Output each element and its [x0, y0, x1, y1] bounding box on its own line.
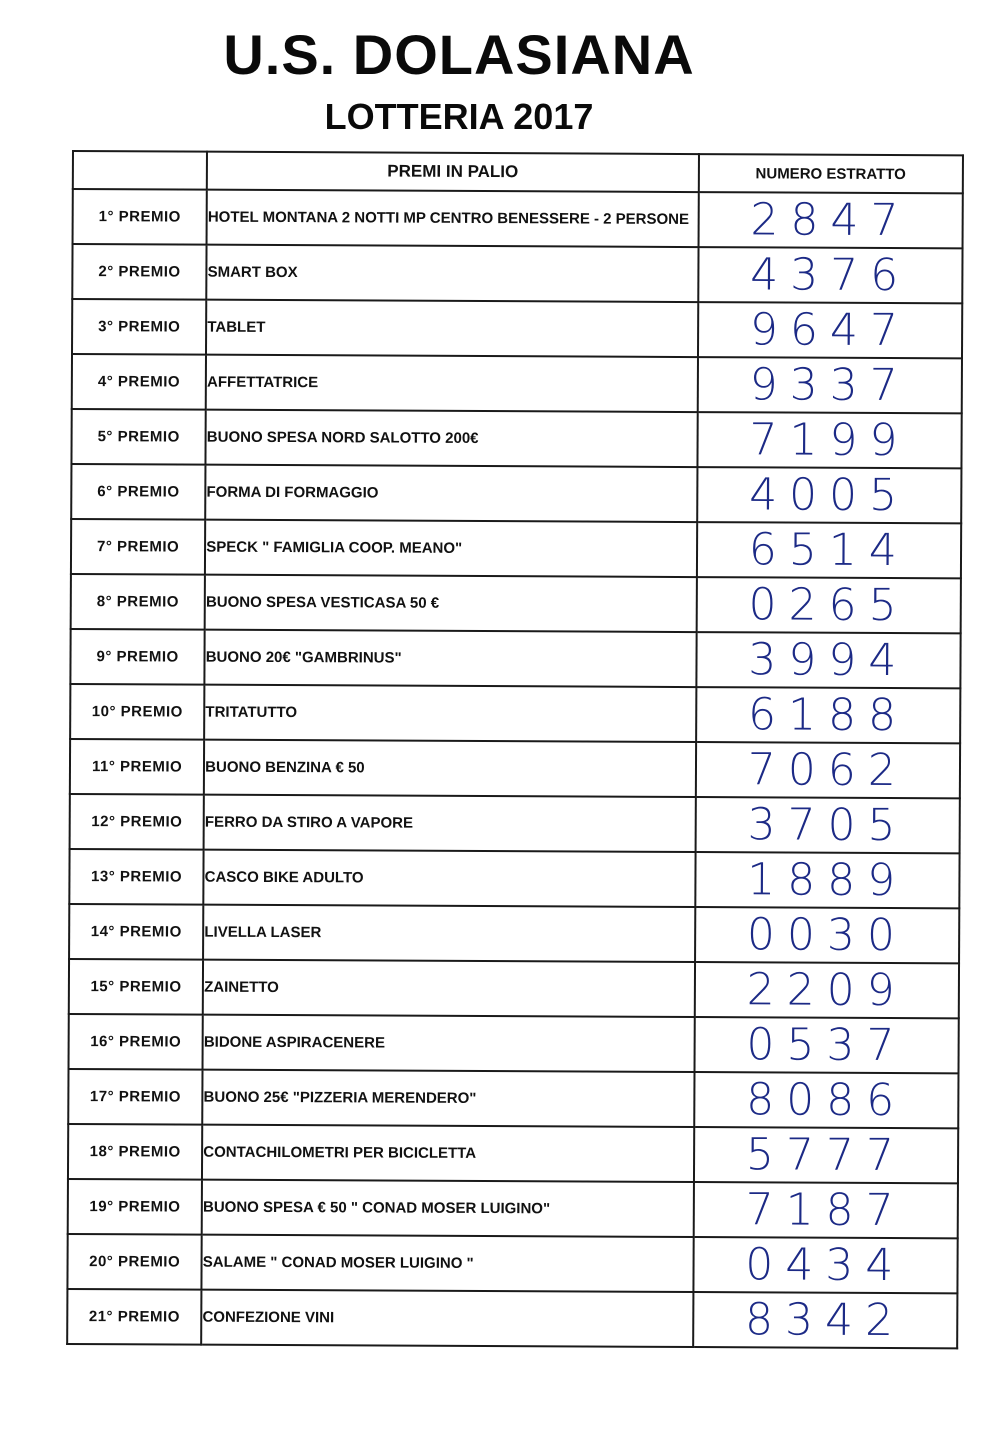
prize-description: FERRO DA STIRO A VAPORE	[204, 795, 696, 852]
drawn-number: 0265	[696, 577, 961, 633]
prize-description: SMART BOX	[206, 245, 698, 302]
prize-description: BUONO 20€ "GAMBRINUS"	[205, 630, 697, 687]
prize-rank: 18° PREMIO	[68, 1124, 202, 1180]
prize-description: BUONO 25€ "PIZZERIA MERENDERO"	[202, 1070, 694, 1127]
prize-rank: 7° PREMIO	[71, 519, 205, 575]
lottery-subtitle: LOTTERIA 2017	[324, 96, 594, 137]
table-row	[68, 1124, 958, 1183]
drawn-number: 6188	[696, 687, 961, 743]
table-row	[72, 354, 962, 413]
prize-description: BIDONE ASPIRACENERE	[203, 1015, 695, 1072]
header-drawn-number: NUMERO ESTRATTO	[698, 154, 963, 193]
prize-rank: 2° PREMIO	[72, 244, 206, 300]
prize-rank: 15° PREMIO	[69, 959, 203, 1015]
prize-description: CONTACHILOMETRI PER BICICLETTA	[202, 1125, 694, 1182]
prize-rank: 12° PREMIO	[70, 794, 204, 850]
prize-description: BUONO BENZINA € 50	[204, 740, 696, 797]
prize-description: HOTEL MONTANA 2 NOTTI MP CENTRO BENESSERE - 2 PERSONE	[207, 190, 699, 247]
table-row	[70, 739, 960, 798]
club-title: U.S. DOLASIANA	[223, 23, 695, 86]
prize-rank: 16° PREMIO	[69, 1014, 203, 1070]
header-prizes: PREMI IN PALIO	[207, 152, 699, 192]
prize-rank: 10° PREMIO	[70, 684, 204, 740]
table-row	[72, 299, 962, 358]
drawn-number: 7187	[693, 1182, 958, 1238]
drawn-number: 0537	[694, 1017, 959, 1073]
prize-table	[66, 150, 964, 1349]
prize-rank: 21° PREMIO	[67, 1289, 201, 1345]
prize-rank: 6° PREMIO	[71, 464, 205, 520]
table-row	[68, 1179, 958, 1238]
table-row	[67, 1234, 957, 1293]
table-row	[71, 464, 961, 523]
table-row	[70, 794, 960, 853]
drawn-number: 6514	[697, 522, 962, 578]
table-row	[69, 849, 959, 908]
prize-description: TABLET	[206, 300, 698, 357]
prize-description: FORMA DI FORMAGGIO	[205, 465, 697, 522]
prize-description: CONFEZIONE VINI	[201, 1290, 693, 1347]
table-row	[69, 904, 959, 963]
prize-description: BUONO SPESA € 50 " CONAD MOSER LUIGINO"	[202, 1180, 694, 1237]
drawn-number: 3705	[695, 797, 960, 853]
table-row	[67, 1289, 957, 1348]
table-row	[70, 684, 960, 743]
prize-rank: 9° PREMIO	[70, 629, 204, 685]
table-row	[69, 1014, 959, 1073]
prize-description: LIVELLA LASER	[203, 905, 695, 962]
table-header-row	[73, 151, 963, 193]
prize-rank: 19° PREMIO	[68, 1179, 202, 1235]
drawn-number: 0030	[695, 907, 960, 963]
prize-description: ZAINETTO	[203, 960, 695, 1017]
header-rank	[73, 151, 207, 190]
prize-rank: 8° PREMIO	[71, 574, 205, 630]
prize-rank: 4° PREMIO	[72, 354, 206, 410]
drawn-number: 8342	[693, 1292, 958, 1348]
prize-description: CASCO BIKE ADULTO	[204, 850, 696, 907]
prize-rank: 14° PREMIO	[69, 904, 203, 960]
drawn-number: 9337	[697, 357, 962, 413]
drawn-number: 7062	[695, 742, 960, 798]
prize-description: SALAME " CONAD MOSER LUIGINO "	[202, 1235, 694, 1292]
table-row	[71, 519, 961, 578]
prize-rank: 1° PREMIO	[73, 189, 207, 245]
table-row	[71, 574, 961, 633]
prize-description: BUONO SPESA NORD SALOTTO 200€	[206, 410, 698, 467]
prize-rank: 13° PREMIO	[69, 849, 203, 905]
drawn-number: 5777	[694, 1127, 959, 1183]
prize-rank: 20° PREMIO	[67, 1234, 201, 1290]
prize-rank: 11° PREMIO	[70, 739, 204, 795]
prize-rank: 3° PREMIO	[72, 299, 206, 355]
table-row	[68, 1069, 958, 1128]
table-row	[69, 959, 959, 1018]
drawn-number: 2847	[698, 192, 963, 248]
prize-rank: 5° PREMIO	[71, 409, 205, 465]
prize-rows	[67, 189, 963, 1348]
drawn-number: 0434	[693, 1237, 958, 1293]
table-row	[71, 409, 961, 468]
drawn-number: 2209	[694, 962, 959, 1018]
table-row	[73, 189, 963, 248]
drawn-number: 4005	[697, 467, 962, 523]
drawn-number: 3994	[696, 632, 961, 688]
drawn-number: 8086	[694, 1072, 959, 1128]
drawn-number: 7199	[697, 412, 962, 468]
table-row	[72, 244, 962, 303]
drawn-number: 1889	[695, 852, 960, 908]
prize-description: TRITATUTTO	[204, 685, 696, 742]
prize-description: BUONO SPESA VESTICASA 50 €	[205, 575, 697, 632]
drawn-number: 9647	[698, 302, 963, 358]
table-row	[70, 629, 960, 688]
prize-rank: 17° PREMIO	[68, 1069, 202, 1125]
prize-description: SPECK " FAMIGLIA COOP. MEANO"	[205, 520, 697, 577]
prize-description: AFFETTATRICE	[206, 355, 698, 412]
drawn-number: 4376	[698, 247, 963, 303]
